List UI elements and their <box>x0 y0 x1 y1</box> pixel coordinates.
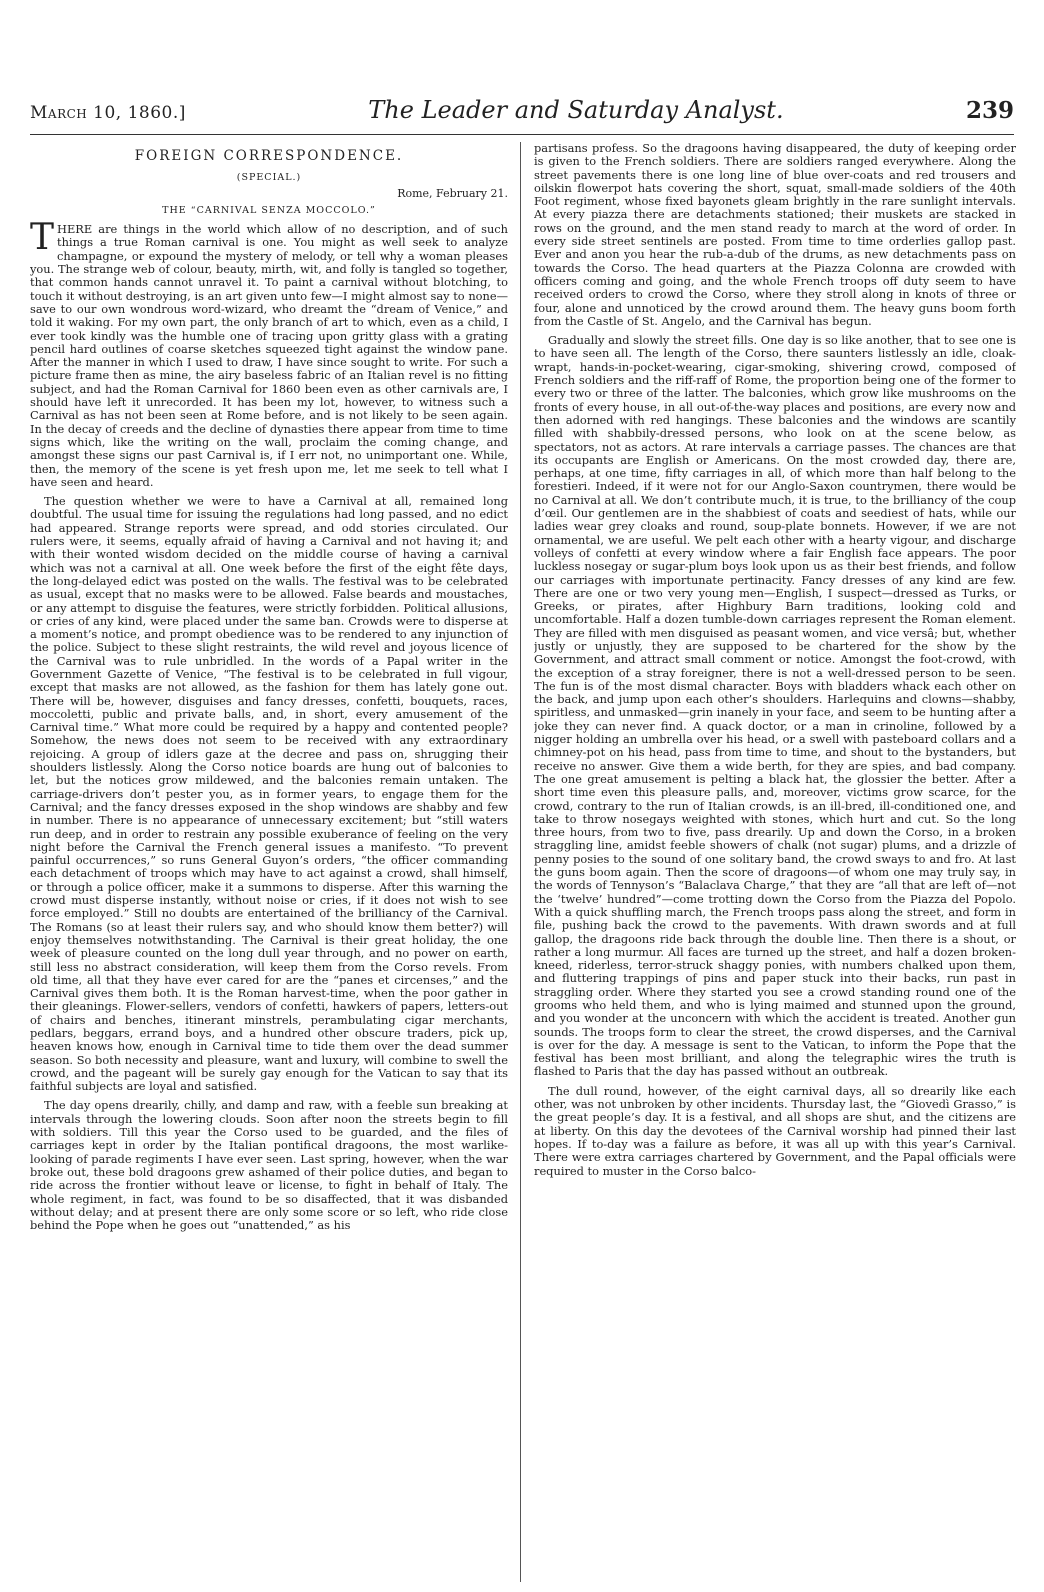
publication-title: The Leader and Saturday Analyst. <box>368 96 784 124</box>
paragraph: Gradually and slowly the street fills. One day is so like another, that to see one is to have seen all. The length of the Corso, there saunters listlessly an idle, cloak-wrapt, hands-in-pocket-wearing, cigar-smoking, shivering crowd, composed of French soldiers and the riff-raff of Rome, the proportion being one of the former to every two or three of the latter. The balconies, which grow like mushrooms on the fronts of every house, in all out-of-the-way places and positions, are every now and then adorned with red hangings. These balconies and the windows are scantily filled with shabbily-dressed persons, who look on at the scene below, as spectators, not as actors. At rare intervals a carriage passes. The chances are that its occupants are English or Americans. On the most crowded day, there are, perhaps, at one time, fifty carriages in all, of which more than half belong to the forestieri. Indeed, if it were not for our Anglo-Saxon countrymen, there would be no Carnival at all. We don’t contribute much, it is true, to the brilliancy of the coup d’œil. Our gentlemen are in the shabbiest of coats and seediest of hats, while our ladies wear grey cloaks and round, soup-plate bonnets. However, if we are not ornamental, we are useful. We pelt each other with a hearty vigour, and discharge volleys of confetti at every window where a fair English face appears. The poor luckless nosegay or sugar-plum boys look upon us as their best friends, and follow our carriages with importunate pertinacity. Fancy dresses of any kind are few. There are one or two very young men—English, I suspect—dressed as Turks, or Greeks, or pirates, after Highbury Barn traditions, looking cold and uncomfortable. Half a dozen tumble-down carriages represent the Roman element. They are filled with men disguised as peasant women, and vice versâ; but, whether justly or unjustly, they are supposed to be chartered for the show by the Government, and attract small comment or notice. Amongst the foot-crowd, with the exception of a stray foreigner, there is not a well-dressed person to be seen. The fun is of the most dismal character. Boys with bladders whack each other on the back, and jump upon each other’s shoulders. Harlequins and clowns—shabby, spiritless, and unmasked—grin inanely in your face, and seem to be hunting after a joke they can never find. A quack doctor, or a man in crinoline, followed by a nigger holding an umbrella over his head, or a swell with pasteboard collars and a chimney-pot on his head, pass from time to time, and shout to the bystanders, but receive no answer. Give them a wide berth, for they are spies, and bad company. The one great amusement is pelting a black hat, the glossier the better. After a short time even this pleasure palls, and, moreover, victims grow scarce, for the crowd, contrary to the run of Italian crowds, is an ill-bred, ill-conditioned one, and take to throw nosegays weighted with stones, which hurt and cut. So the long three hours, from two to five, pass drearily. Up and down the Corso, in a broken straggling line, amidst feeble showers of chalk (not sugar) plums, and a drizzle of penny posies to the sound of one solitary band, the crowd sways to and fro. At last the guns boom again. Then the score of dragoons—of whom one may truly say, in the words of Tennyson’s “Balaclava Charge,” that they are “all that are left of—not the ‘twelve’ hundred”—come trotting down the Corso from the Piazza del Popolo. With a quick shuffling march, the French troops pass along the street, and form in file, pushing back the crowd to the pavements. With drawn swords and at full gallop, the dragoons ride back through the double line. Then there is a shout, or rather a long murmur. All faces are turned up the street, and half a dozen broken-kneed, riderless, terror-struck shaggy ponies, with numbers chalked upon them, and fluttering trappings of pins and paper stuck into their backs, run past in straggling order. Where they started you see a crowd standing round one of the grooms who held them, and who is lying maimed and stunned upon the ground, and you wonder at the unconcern with which the accident is treated. Another gun sounds. The troops form to clear the street, the crowd disperses, and the Carnival is over for the day. A message is sent to the Vatican, to inform the Pope that the festival has been most brilliant, and along the telegraphic wires the truth is flashed to Paris that the day has passed without an outbreak. <box>534 333 1016 1079</box>
paragraph: partisans profess. So the dragoons having disappeared, the duty of keeping order is given to the French soldiers. There are soldiers ranged everywhere. Along the street pavements there is one long line of blue over-coats and red trousers and oilskin flowerpot hats covering the short, squat, small-made soldiers of the 40th Foot regiment, whose fixed bayonets gleam brightly in the rare sunlight intervals. At every piazza there are detachments stationed; their muskets are stacked in rows on the ground, and the men stand ready to march at the word of order. In every side street sentinels are posted. From time to time orderlies gallop past. Ever and anon you hear the rub-a-dub of the drums, as new detachments pass on towards the Corso. The head quarters at the Piazza Colonna are crowded with officers coming and going, and the whole French troops off duty seem to have received orders to crowd the Corso, where they stroll along in knots of three or four, alone and unnoticed by the crowd around them. The heavy guns boom forth from the Castle of St. Angelo, and the Carnival has begun. <box>534 142 1016 328</box>
page-number: 239 <box>965 97 1014 124</box>
special-label: (SPECIAL.) <box>236 172 302 184</box>
issue-date: March 10, 1860.] <box>30 103 186 123</box>
paragraph: The day opens drearily, chilly, and damp and raw, with a feeble sun breaking at intervals through the lowering clouds. Soon after noon the streets begin to fill with soldiers. Till this year the Corso used to be guarded, and the files of carriages kept in order by the Italian pontifical dragoons, the most warlike-looking of parade regiments I have ever seen. Last spring, however, when the war broke out, these bold dragoons grew ashamed of their police duties, and began to ride across the frontier without leave or license, to fight in behalf of Italy. The whole regiment, in fact, was found to be so disaffected, that it was disbanded without delay; and at present there are only some score or so left, who ride close behind the Pope when he goes out “unattended,” as his <box>30 1098 508 1233</box>
section-title: FOREIGN CORRESPONDENCE. <box>134 148 404 164</box>
left-column <box>30 142 508 1582</box>
paragraph: THERE are things in the world which allow of no description, and of such things a true Roman carnival is one. You might as well seek to analyze champagne, or expound the mystery of melody, or tell why a woman pleases you. The strange web of colour, beauty, mirth, wit, and folly is tangled so together, that common hands cannot unravel it. To paint a carnival without blotching, to touch it without destroying, is an art given unto few—I might almost say to none—save to our own wondrous word-wizard, who dreamt the “dream of Venice,” and told it waking. For my own part, the only branch of art to which, even as a child, I ever took kindly was the humble one of tracing upon gritty glass with a grating pencil hard outlines of coarse sketches squeezed tight against the window pane. After the manner in which I used to draw, I have since sought to write. For such a picture frame then as mine, the airy baseless fabric of an Italian revel is no fitting subject, and had the Roman Carnival for 1860 been even as other carnivals are, I should have left it unrecorded. It has been my lot, however, to witness such a Carnival as has not been seen at Rome before, and is not likely to be seen again. In the decay of creeds and the decline of dynasties there appear from time to time signs which, like the writing on the wall, proclaim the coming change, and amongst these signs our past Carnival is, if I err not, no unimportant one. While, then, the memory of the scene is yet fresh upon me, let me seek to tell what I have seen and heard. <box>30 217 508 489</box>
article-subtitle: THE “CARNIVAL SENZA MOCCOLO.” <box>162 204 376 216</box>
header-rule <box>30 134 1014 135</box>
column-divider <box>520 142 521 1582</box>
dateline: Rome, February 21. <box>397 186 508 200</box>
paragraph: The dull round, however, of the eight carnival days, all so drearily like each other, was not unbroken by other incidents. Thursday last, the “Giovedì Grasso,” is the great people’s day. It is a festival, and all shops are shut, and the citizens are at liberty. On this day the devotees of the Carnival worship had pinned their last hopes. If to-day was a failure as before, it was all up with this year’s Carnival. There were extra carriages chartered by Government, and the Papal officials were required to muster in the Corso balco- <box>534 1083 1016 1178</box>
page-header <box>30 96 1014 128</box>
right-column <box>534 142 1016 1582</box>
drop-cap: T <box>30 217 55 259</box>
paragraph: The question whether we were to have a Carnival at all, remained long doubtful. The usual time for issuing the regulations had long passed, and no edict had appeared. Strange reports were spread, and odd stories circulated. Our rulers were, it seems, equally afraid of having a Carnival and not having it; and with their wonted wisdom decided on the middle course of having a carnival which was not a carnival at all. One week before the first of the eight fête days, the long-delayed edict was posted on the walls. The festival was to be celebrated as usual, except that no masks were to be allowed. False beards and moustaches, or any attempt to disguise the features, were strictly forbidden. Political allusions, or cries of any kind, were placed under the same ban. Crowds were to disperse at a moment’s notice, and prompt obedience was to be rendered to any injunction of the police. Subject to these slight restraints, the wild revel and joyous licence of the Carnival was to rule unbridled. In the words of a Papal writer in the Government Gazette of Venice, “The festival is to be celebrated in full vigour, except that masks are not allowed, as the fashion for them has lately gone out. There will be, however, disguises and fancy dresses, confetti, bouquets, races, moccoletti, public and private balls, and, in short, every amusement of the Carnival time.” What more could be required by a happy and contented people? Somehow, the news does not seem to be received with any extraordinary rejoicing. A group of idlers gaze at the decree and pass on, shrugging their shoulders listlessly. Along the Corso notice boards are hung out of balconies to let, but the notices grow mildewed, and the balconies remain untaken. The carriage-drivers don’t pester you, as in former years, to engage them for the Carnival; and the fancy dresses exposed in the shop windows are shabby and few in number. There is no appearance of unnecessary excitement; but “still waters run deep, and in order to restrain any possible exuberance of feeling on the very night before the Carnival the French general issues a manifesto. “To prevent painful occurrences,” so runs General Guyon’s orders, “the officer commanding each detachment of troops which may have to act against a crowd, shall himself, or through a police officer, make it a summons to disperse. After this warning the crowd must disperse instantly, without noise or cries, if it does not wish to see force employed.” Still no doubts are entertained of the brilliancy of the Carnival. The Romans (so at least their rulers say, and who should know them better?) will enjoy themselves notwithstanding. The Carnival is their great holiday, the one week of pleasure counted on the long dull year through, and no power on earth, still less no abstract consideration, will keep them from the Corso revels. From old time, all that they have ever cared for are the “panes et circenses,” and the Carnival gives them both. It is the Roman harvest-time, when the poor gather in their gleanings. Flower-sellers, vendors of confetti, hawkers of papers, letters-out of chairs and benches, itinerant minstrels, perambulating cigar merchants, pedlars, beggars, errand boys, and a hundred other obscure traders, pick up, heaven knows how, enough in Carnival time to tide them over the dead summer season. So both necessity and pleasure, want and luxury, will combine to swell the crowd, and the pageant will be surely gay enough for the Vatican to say that its faithful subjects are loyal and satisfied. <box>30 494 508 1094</box>
